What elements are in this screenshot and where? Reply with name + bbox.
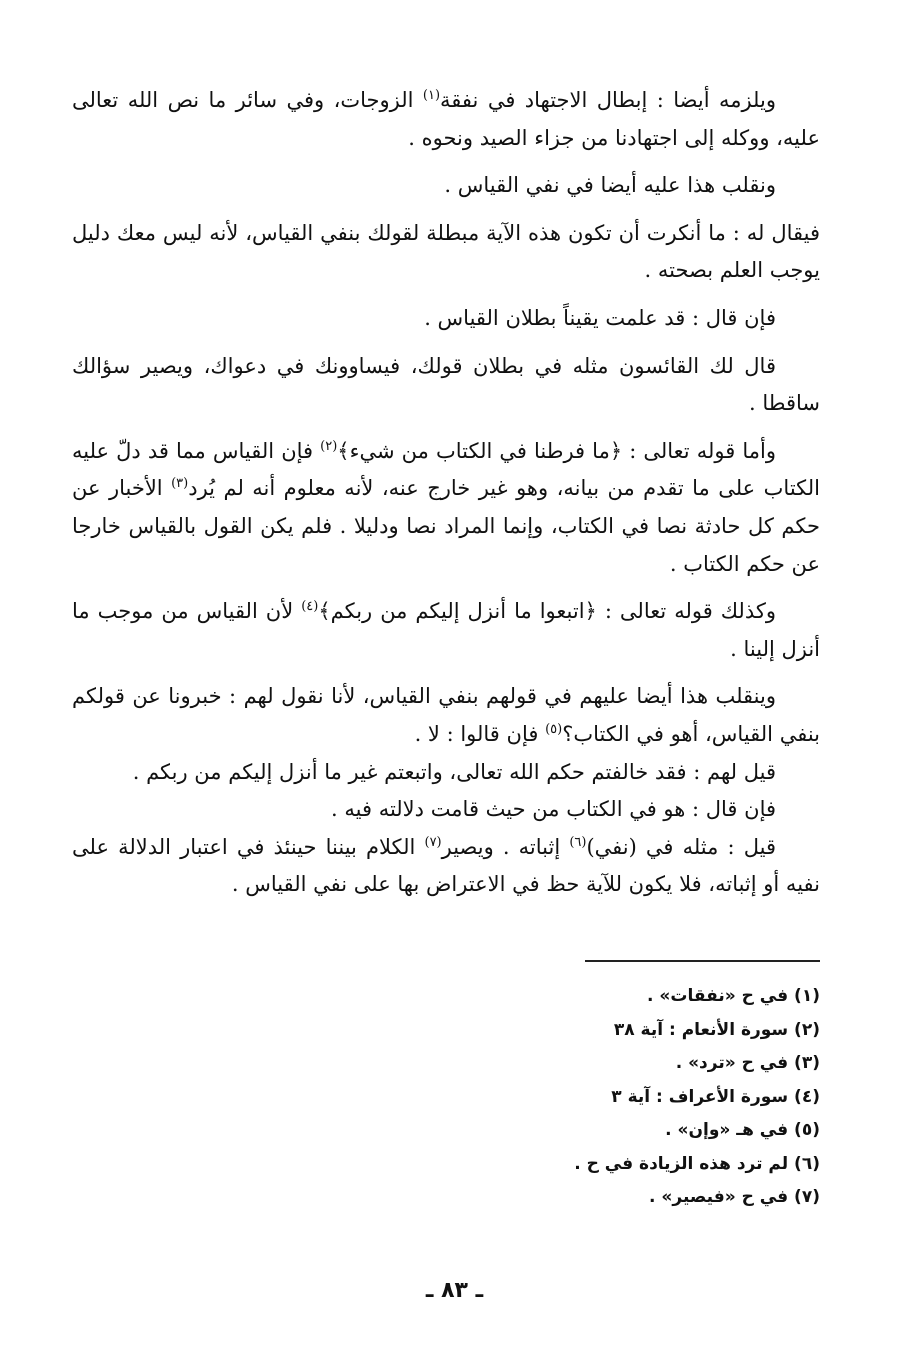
paragraph-5: قال لك القائسون مثله في بطلان قولك، فيساوونك في دعواك، ويصير سؤالك ساقطا . [72, 353, 820, 416]
paragraph-3: فيقال له : ما أنكرت أن تكون هذه الآية مبطلة لقولك بنفي القياس، لأنه ليس معك دليل يوجب العلم بصحته . [72, 220, 820, 283]
paragraph-11 [72, 829, 820, 904]
paragraph-2: ونقلب هذا عليه أيضا في نفي القياس . [444, 173, 776, 198]
text-run: وينقلب هذا أيضا عليهم في قولهم بنفي القياس، لأنا نقول لهم : خبرونا عن قولكم بنفي القياس، أهو في الكتاب؟ [72, 684, 820, 746]
footnote-5: (٥) في هـ «وإن» . [665, 1120, 820, 1140]
footnote-ref-1: (١) [422, 88, 441, 103]
footnote-6: (٦) لم ترد هذه الزيادة في ح . [574, 1153, 820, 1174]
paragraph-9: قيل لهم : فقد خالفتم حكم الله تعالى، واتبعتم غير ما أنزل إليكم من ربكم . [132, 759, 776, 784]
footnote-4: (٤) سورة الأعراف : آية ٣ [611, 1086, 820, 1107]
footnote-ref-4: (٤) [301, 599, 319, 615]
footnote-3: (٣) في ح «ترد» . [675, 1053, 820, 1073]
text-run: ويلزمه أيضا : إبطال الاجتهاد في نفقة [440, 88, 776, 112]
main-text [72, 82, 820, 904]
text-run: وكذلك قوله تعالى : ﴿اتبعوا ما أنزل إليكم من ربكم﴾ [318, 599, 776, 624]
text-run: الكلام بيننا حينئذ في اعتبار الدلالة على نفيه أو إثباته، فلا يكون للآية حظ في الاعتراض بها على نفي القياس . [72, 834, 820, 897]
footnote-ref-3: (٣) [171, 476, 189, 492]
footnote-2: (٢) سورة الأنعام : آية ٣٨ [613, 1019, 820, 1040]
text-run: الزوجات، وفي سائر ما نص الله تعالى عليه، ووكله إلى اجتهادنا من جزاء الصيد ونحوه . [72, 88, 820, 150]
text-run: فإن القياس مما قد دلّ عليه الكتاب على ما تقدم من بيانه، وهو غير خارج عنه، لأنه معلوم أنه لم يُرد [72, 438, 820, 501]
page-number: ـ ٨٣ ـ [425, 1278, 484, 1303]
paragraph-1 [72, 82, 820, 157]
footnote-ref-2: (٢) [320, 438, 338, 454]
text-run: فإن قالوا : لا . [414, 721, 546, 746]
paragraph-6 [72, 433, 820, 583]
text-run: الأخبار عن حكم كل حادثة نصا في الكتاب، وإنما المراد نصا ودليلا . فلم يكن القول بالقياس خارجا عن حكم الكتاب . [72, 476, 820, 576]
text-run: لأن القياس من موجب ما أنزل إلينا . [72, 599, 820, 661]
paragraph-4: فإن قال : قد علمت يقيناً بطلان القياس . [424, 305, 776, 330]
text-run: إثباته . ويصير [441, 834, 570, 859]
text-run: وأما قوله تعالى : ﴿ما فرطنا في الكتاب من شيء﴾ [337, 438, 776, 463]
paragraph-7 [72, 593, 820, 668]
footnote-ref-7: (٧) [424, 834, 442, 850]
footnote-ref-5: (٥) [545, 721, 563, 737]
paragraph-8 [72, 678, 820, 753]
footnotes [360, 980, 820, 1215]
text-run: قيل : مثله في (نفي) [586, 834, 776, 859]
footnote-7: (٧) في ح «فيصير» . [649, 1187, 820, 1207]
footnote-1: (١) في ح «نفقات» . [647, 986, 820, 1006]
footnote-ref-6: (٦) [569, 834, 587, 850]
paragraph-10: فإن قال : هو في الكتاب من حيث قامت دلالته فيه . [331, 797, 776, 822]
footnote-separator [585, 960, 820, 962]
